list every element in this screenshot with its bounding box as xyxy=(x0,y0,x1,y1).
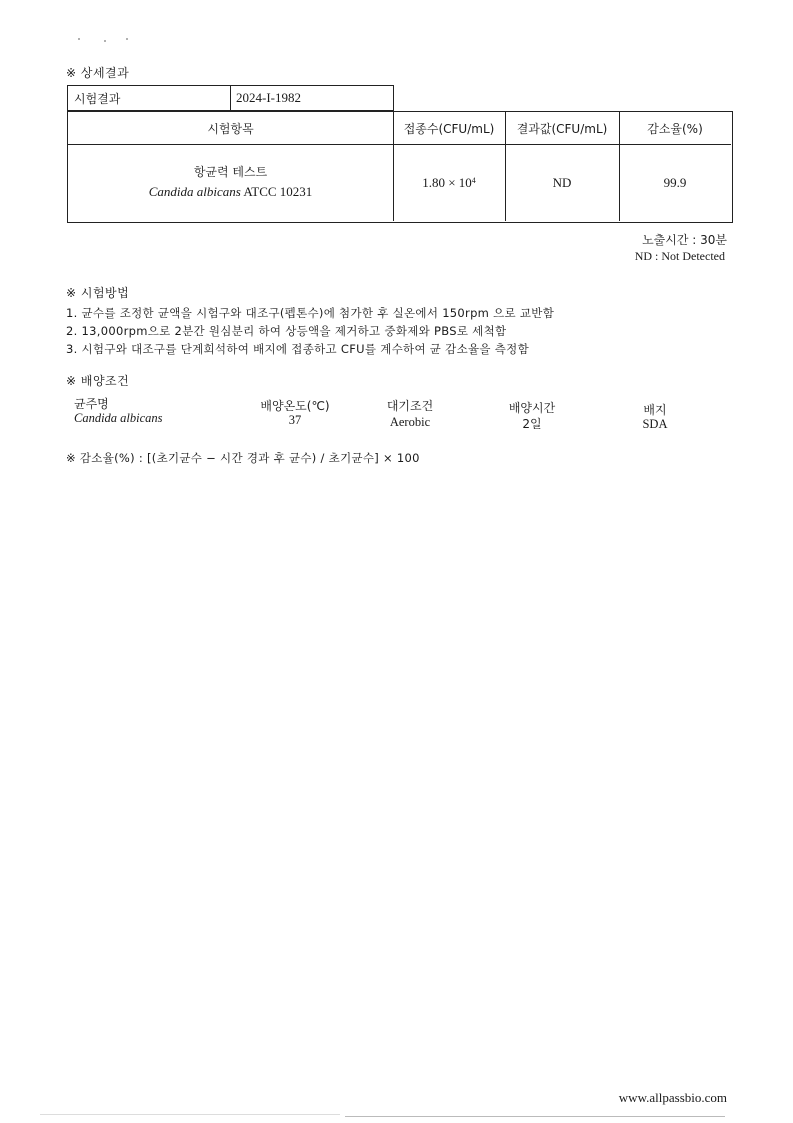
test-item-name: 항균력 테스트 xyxy=(193,165,268,179)
organism-line xyxy=(68,182,393,202)
scan-speck xyxy=(104,40,106,42)
footer-rule xyxy=(40,1114,340,1115)
culture-medium: SDA xyxy=(642,417,668,431)
culture-header-temp: 배양온도(℃) xyxy=(260,399,330,413)
scan-speck xyxy=(126,38,128,40)
result-table xyxy=(67,111,733,223)
exposure-note: 노출시간 : 30분 xyxy=(642,233,727,247)
culture-atmosphere: Aerobic xyxy=(389,415,431,429)
culture-header-atmosphere: 대기조건 xyxy=(386,399,434,413)
inoculum-value xyxy=(393,144,505,221)
method-step-3: 3. 시험구와 대조구를 단계희석하여 배지에 접종하고 CFU를 계수하여 균 감소율을 측정함 xyxy=(66,342,529,356)
footer-url: www.allpassbio.com xyxy=(618,1090,727,1105)
detail-section-title: ※ 상세결과 xyxy=(66,66,130,80)
method-steps xyxy=(66,304,554,358)
culture-header-time: 배양시간 xyxy=(508,401,556,415)
organism-name: Candida albicans xyxy=(148,184,241,199)
result-value: ND xyxy=(552,174,572,190)
culture-strain: Candida albicans xyxy=(74,411,163,425)
header-reduction: 감소율(%) xyxy=(647,121,703,136)
culture-header-strain: 균주명 xyxy=(74,397,109,411)
culture-header-medium: 배지 xyxy=(643,403,667,417)
method-step-2: 2. 13,000rpm으로 2분간 원심분리 하여 상등액을 제거하고 중화제와 PBS로 세척함 xyxy=(66,324,507,338)
nd-note: ND : Not Detected xyxy=(634,249,725,263)
divider xyxy=(230,86,231,110)
scan-speck xyxy=(78,38,80,40)
culture-section-title: ※ 배양조건 xyxy=(66,374,130,388)
strain-id: ATCC 10231 xyxy=(243,184,313,199)
footer-rule xyxy=(345,1116,725,1117)
report-number-box xyxy=(67,85,394,111)
test-item-cell xyxy=(68,162,393,202)
reduction-value: 99.9 xyxy=(663,174,687,190)
inoculum-exponent: 4 xyxy=(471,176,476,185)
method-step-1: 1. 균수를 조정한 균액을 시험구와 대조구(펩톤수)에 첨가한 후 실온에서 150rpm 으로 교반함 xyxy=(66,306,555,320)
header-test-item: 시험항목 xyxy=(207,121,254,136)
header-result: 결과값(CFU/mL) xyxy=(516,121,608,136)
report-number: 2024-I-1982 xyxy=(236,90,301,105)
reduction-formula: ※ 감소율(%) : [(초기균수 − 시간 경과 후 균수) / 초기균수] × 100 xyxy=(66,451,420,465)
culture-temp: 37 xyxy=(288,413,302,427)
inoculum-mantissa: 1.80 × 10 xyxy=(422,174,472,190)
test-result-label: 시험결과 xyxy=(74,91,121,106)
culture-time: 2일 xyxy=(522,417,542,431)
header-inoculum: 접종수(CFU/mL) xyxy=(403,121,495,136)
method-section-title: ※ 시험방법 xyxy=(66,286,130,300)
